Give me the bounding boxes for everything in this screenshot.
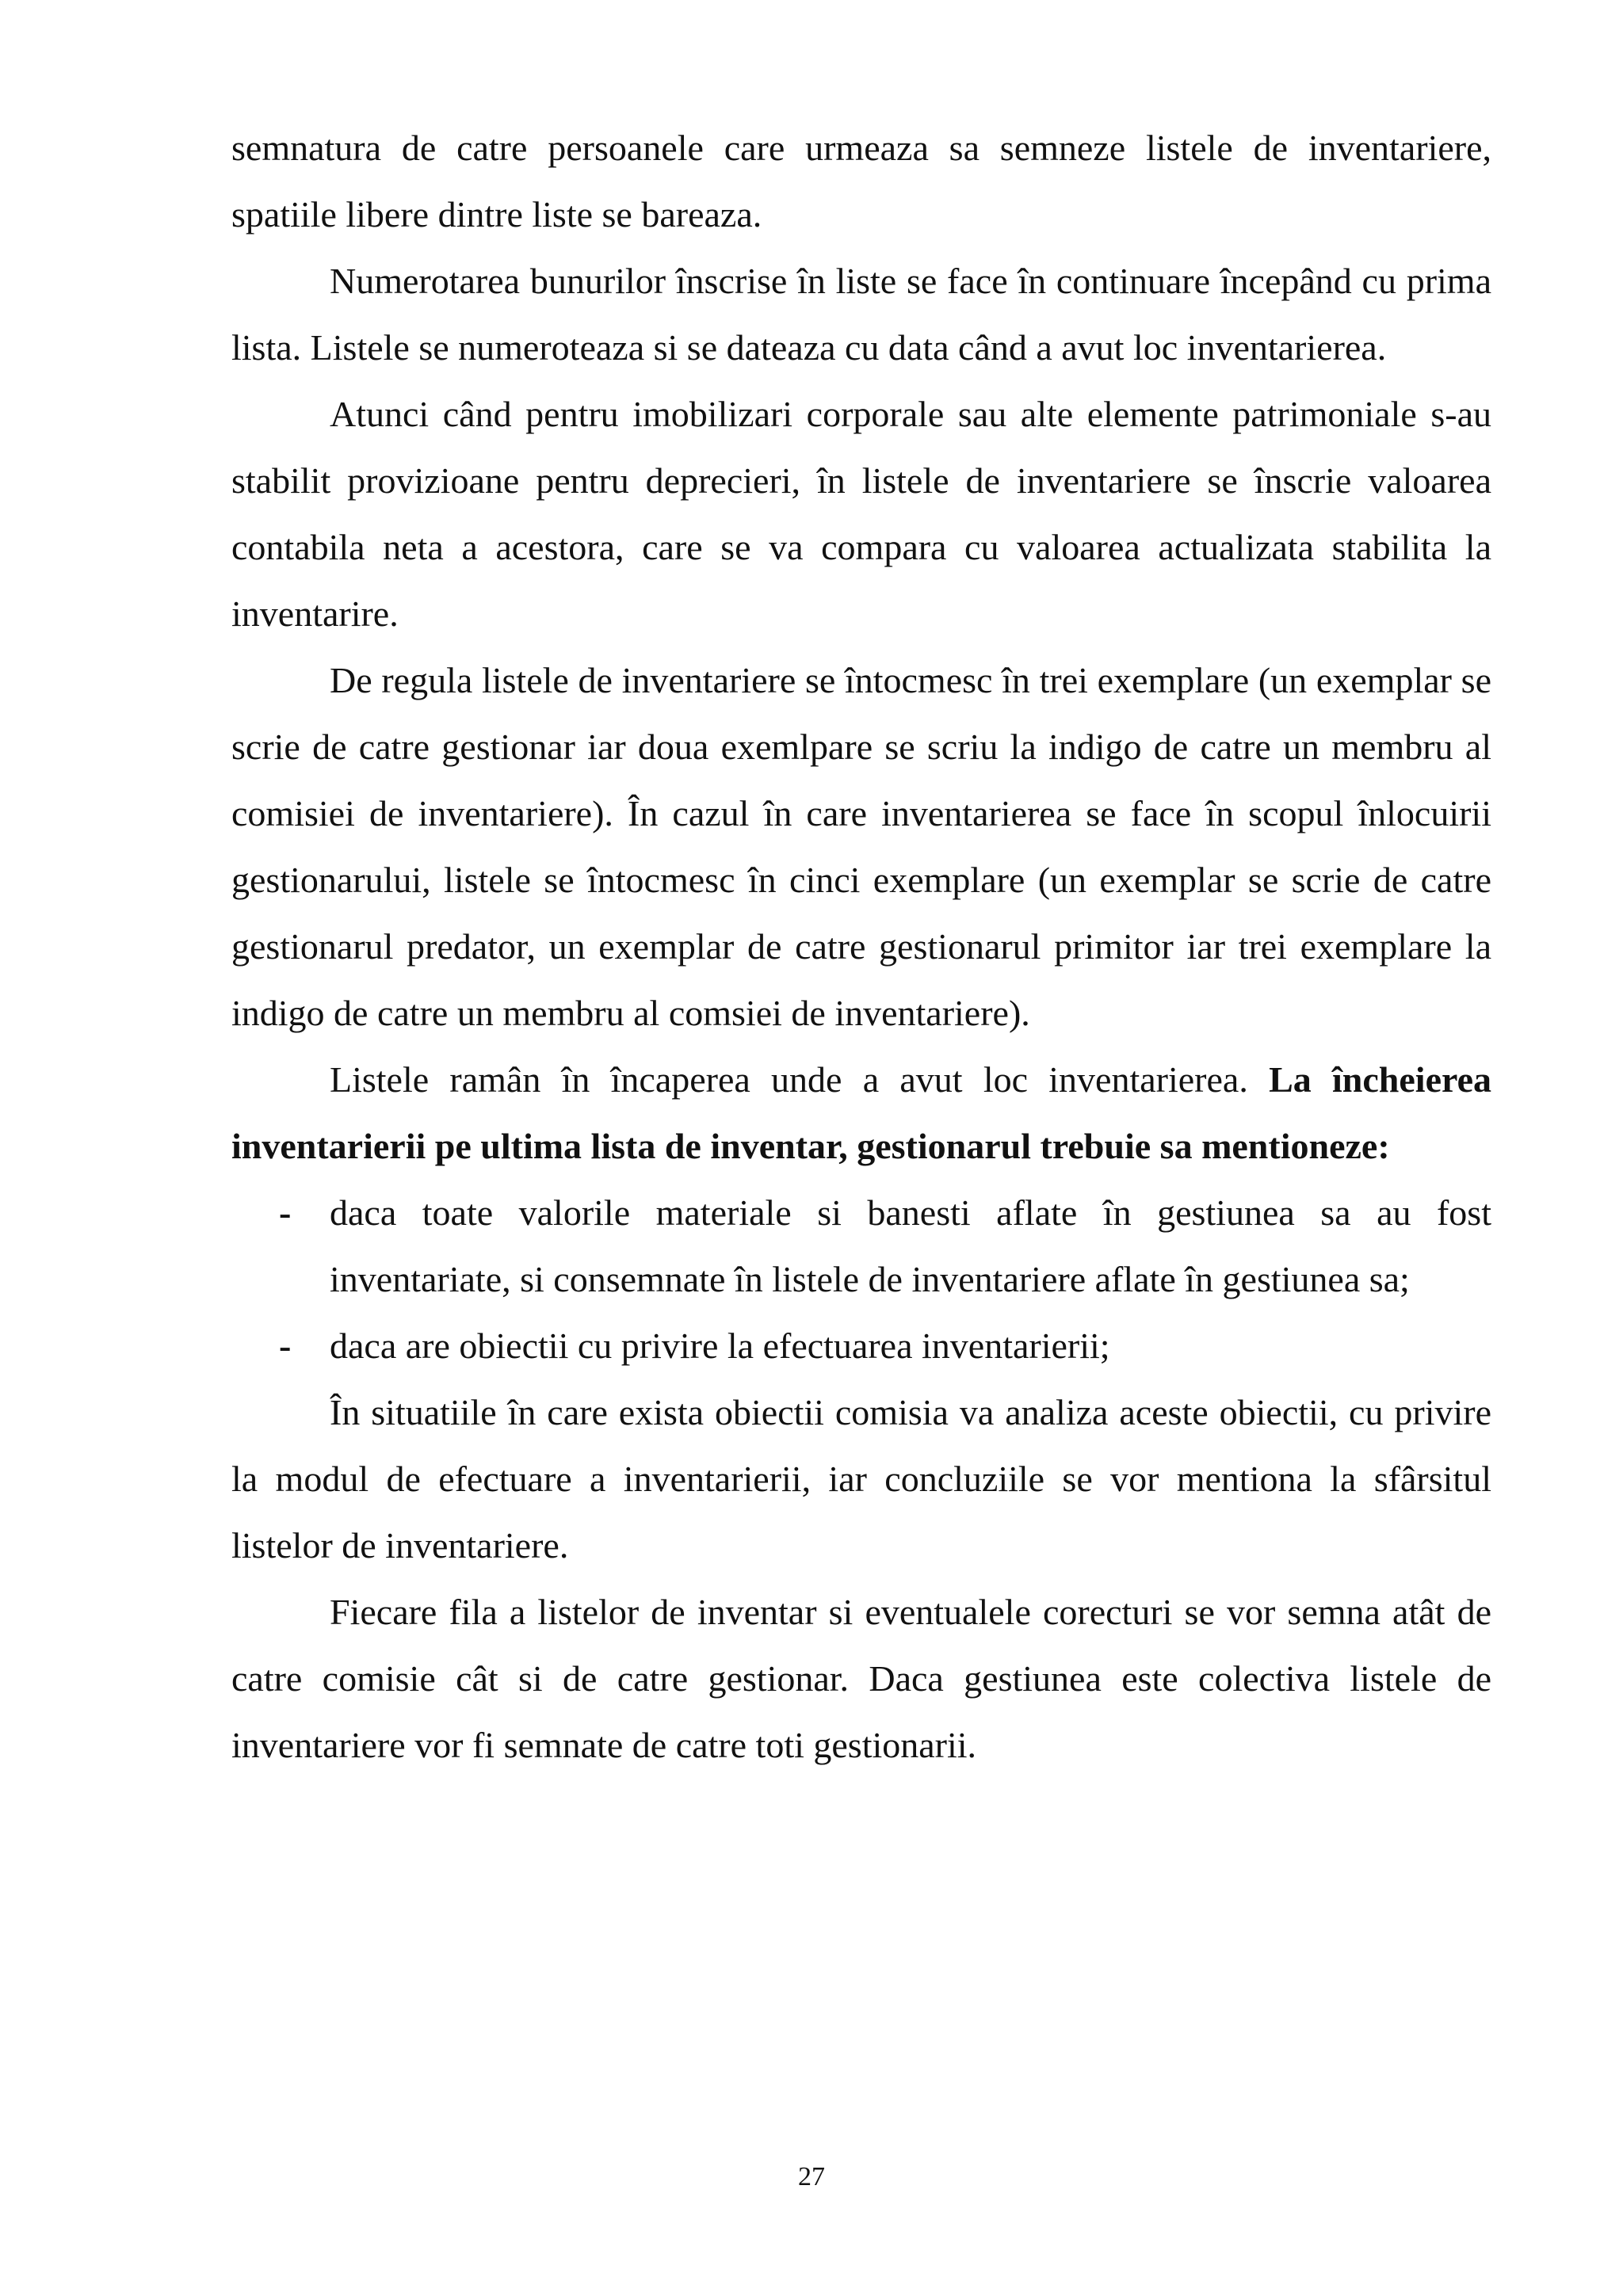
- paragraph-5-bold-text: La încheierea inventarierii pe ultima lista de inventar, gestionarul trebuie sa mentioneze:: [231, 1059, 1491, 1166]
- body-text: [231, 115, 1491, 1779]
- list-item-text: daca toate valorile materiale si banesti aflate în gestiunea sa au fost inventariate, si consemnate în listele de inventariere aflate în gestiunea sa;: [330, 1192, 1491, 1299]
- dash-bullet: -: [279, 1325, 292, 1366]
- paragraph-1: semnatura de catre persoanele care urmeaza sa semneze listele de inventariere, spatiile libere dintre liste se bareaza.: [231, 128, 1491, 235]
- list-item-text: daca are obiectii cu privire la efectuarea inventarierii;: [330, 1325, 1110, 1366]
- dash-bullet: -: [279, 1192, 292, 1233]
- paragraph-5: [231, 1047, 1491, 1180]
- paragraph-2: Numerotarea bunurilor înscrise în liste se face în continuare începând cu prima lista. Listele se numeroteaza si se dateaza cu data când a avut loc inventarierea.: [231, 261, 1491, 368]
- paragraph-7: Fiecare fila a listelor de inventar si eventualele corecturi se vor semna atât de catre comisie cât si de catre gestionar. Daca gestiunea este colectiva listele de inventariere vor fi semnate de catre toti gestionarii.: [231, 1592, 1491, 1765]
- list-item: [231, 1180, 1491, 1313]
- paragraph-5-text: Listele ramân în încaperea unde a avut loc inventarierea.: [330, 1059, 1270, 1100]
- paragraph-3: Atunci când pentru imobilizari corporale sau alte elemente patrimoniale s-au stabilit provizioane pentru deprecieri, în listele de inventariere se înscrie valoarea contabila neta a acestora, care se va compara cu valoarea actualizata stabilita la inventarire.: [231, 394, 1491, 634]
- list-item: [231, 1313, 1491, 1379]
- paragraph-4: De regula listele de inventariere se întocmesc în trei exemplare (un exemplar se scrie de catre gestionar iar doua exemlpare se scriu la indigo de catre un membru al comisiei de inventariere). În cazul în care inventarierea se face în scopul înlocuirii gestionarului, listele se întocmesc în cinci exemplare (un exemplar se scrie de catre gestionarul predator, un exemplar de catre gestionarul primitor iar trei exemplare la indigo de catre un membru al comsiei de inventariere).: [231, 660, 1491, 1033]
- dash-list: [231, 1180, 1491, 1379]
- page-number: 27: [798, 2162, 825, 2191]
- paragraph-6: În situatiile în care exista obiectii comisia va analiza aceste obiectii, cu privire la modul de efectuare a inventarierii, iar concluziile se vor mentiona la sfârsitul listelor de inventariere.: [231, 1392, 1491, 1566]
